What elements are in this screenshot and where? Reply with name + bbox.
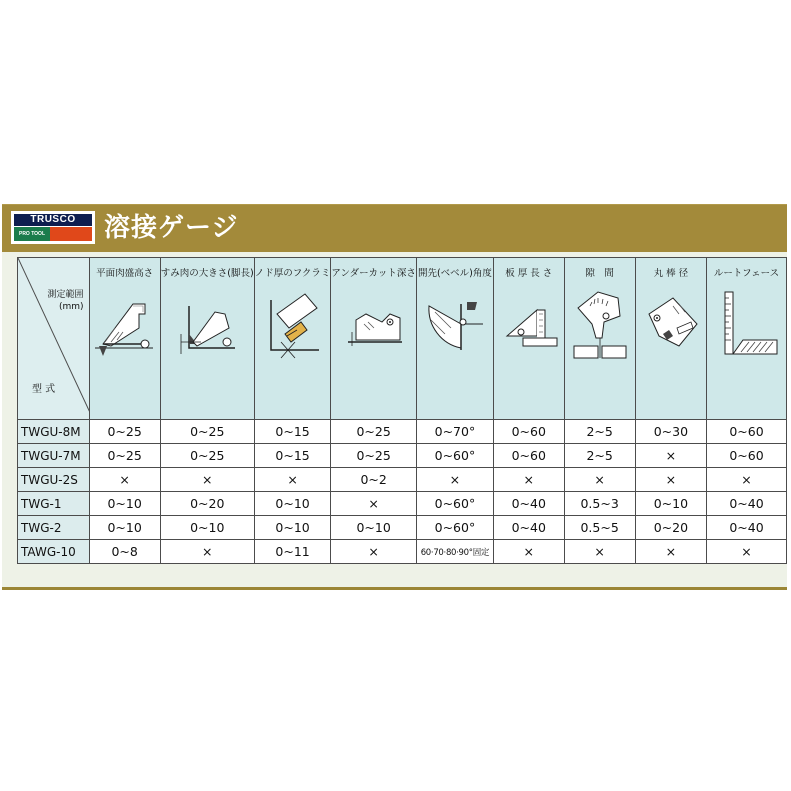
table-row	[18, 468, 787, 492]
value-cell: 0~60	[707, 444, 787, 468]
value-cell: 0~20	[635, 516, 706, 540]
table-row	[18, 516, 787, 540]
root-face-diagram-icon	[711, 284, 783, 364]
column-header-round-bar	[635, 258, 706, 420]
model-cell: TWGU-2S	[18, 468, 90, 492]
title-bar	[2, 205, 787, 252]
value-cell: ×	[331, 540, 416, 564]
logo-stripe	[14, 227, 92, 241]
logo-wordmark: TRUSCO	[14, 214, 92, 226]
column-label: 平面肉盛高さ	[96, 268, 154, 279]
spec-panel	[2, 204, 787, 590]
value-cell: 0~60°	[416, 444, 493, 468]
corner-header	[18, 258, 90, 420]
value-cell: 0~10	[160, 516, 254, 540]
value-cell: ×	[89, 468, 160, 492]
value-cell: ×	[493, 540, 564, 564]
spec-table	[17, 257, 787, 564]
value-cell: ×	[635, 444, 706, 468]
value-cell: ×	[564, 540, 635, 564]
column-header-bevel-angle	[416, 258, 493, 420]
plate-thickness-diagram-icon	[497, 284, 561, 364]
column-label: 丸 棒 径	[653, 268, 689, 279]
range-label	[48, 289, 84, 313]
value-cell: ×	[160, 540, 254, 564]
value-cell: ×	[635, 468, 706, 492]
value-cell: 0~25	[160, 444, 254, 468]
value-cell: 60·70·80·90°固定	[416, 540, 493, 564]
value-cell: 0~2	[331, 468, 416, 492]
value-cell: 2~5	[564, 420, 635, 444]
value-cell: 0~60	[493, 444, 564, 468]
value-cell: 0.5~3	[564, 492, 635, 516]
model-cell: TWG-1	[18, 492, 90, 516]
value-cell: 0~8	[89, 540, 160, 564]
column-label: アンダーカット深さ	[331, 268, 416, 279]
value-cell: 0~15	[254, 444, 331, 468]
logo-tagline: PRO TOOL	[14, 227, 50, 241]
value-cell: 0~10	[89, 516, 160, 540]
value-cell: 0~40	[493, 492, 564, 516]
model-cell: TWGU-8M	[18, 420, 90, 444]
value-cell: 0~10	[254, 516, 331, 540]
value-cell: ×	[635, 540, 706, 564]
value-cell: ×	[331, 492, 416, 516]
value-cell: ×	[707, 540, 787, 564]
trusco-logo	[11, 211, 95, 244]
value-cell: 0~15	[254, 420, 331, 444]
value-cell: 0~60	[707, 420, 787, 444]
value-cell: 0~60°	[416, 492, 493, 516]
value-cell: 0~60°	[416, 516, 493, 540]
value-cell: 0~40	[493, 516, 564, 540]
value-cell: ×	[564, 468, 635, 492]
model-label: 型 式	[32, 384, 56, 395]
value-cell: ×	[160, 468, 254, 492]
value-cell: 0~10	[254, 492, 331, 516]
round-bar-diagram-icon	[639, 284, 703, 364]
header-row	[18, 258, 787, 420]
column-label: ルートフェース	[713, 268, 780, 279]
value-cell: 0~10	[331, 516, 416, 540]
table-row	[18, 420, 787, 444]
model-cell: TWGU-7M	[18, 444, 90, 468]
column-label: 板 厚 長 さ	[505, 268, 553, 279]
value-cell: 0~40	[707, 516, 787, 540]
value-cell: 0.5~5	[564, 516, 635, 540]
column-header-flat-bead-height	[89, 258, 160, 420]
value-cell: ×	[416, 468, 493, 492]
table-row	[18, 444, 787, 468]
bevel-angle-diagram-icon	[421, 284, 489, 364]
column-header-fillet-leg	[160, 258, 254, 420]
column-header-gap	[564, 258, 635, 420]
throat-thickness-diagram-icon	[261, 284, 325, 364]
value-cell: 0~10	[89, 492, 160, 516]
value-cell: 0~60	[493, 420, 564, 444]
value-cell: 2~5	[564, 444, 635, 468]
value-cell: 0~20	[160, 492, 254, 516]
value-cell: 0~70°	[416, 420, 493, 444]
column-label: 開先(ベベル)角度	[417, 268, 492, 279]
column-header-root-face	[707, 258, 787, 420]
value-cell: 0~25	[331, 444, 416, 468]
column-header-plate-thickness	[493, 258, 564, 420]
value-cell: 0~11	[254, 540, 331, 564]
range-label-line1: 測定範囲	[47, 290, 84, 300]
value-cell: 0~40	[707, 492, 787, 516]
model-cell: TWG-2	[18, 516, 90, 540]
value-cell: 0~30	[635, 420, 706, 444]
gap-diagram-icon	[568, 284, 632, 364]
column-label: 隙 間	[585, 268, 614, 279]
value-cell: 0~25	[331, 420, 416, 444]
value-cell: 0~25	[89, 420, 160, 444]
value-cell: ×	[707, 468, 787, 492]
column-label: ノド厚のフクラミ	[254, 268, 331, 279]
undercut-depth-diagram-icon	[342, 284, 406, 364]
page-title: 溶接ゲージ	[104, 213, 239, 243]
range-label-unit: (mm)	[58, 302, 84, 312]
column-header-throat-thickness	[254, 258, 331, 420]
value-cell: ×	[254, 468, 331, 492]
fillet-leg-diagram-icon	[175, 284, 239, 364]
table-row	[18, 492, 787, 516]
column-label: すみ肉の大きさ(脚長)	[160, 268, 254, 279]
model-cell: TAWG-10	[18, 540, 90, 564]
flat-bead-height-diagram-icon	[93, 284, 157, 364]
table-row	[18, 540, 787, 564]
value-cell: 0~10	[635, 492, 706, 516]
value-cell: 0~25	[160, 420, 254, 444]
value-cell: 0~25	[89, 444, 160, 468]
column-header-undercut-depth	[331, 258, 416, 420]
value-cell: ×	[493, 468, 564, 492]
